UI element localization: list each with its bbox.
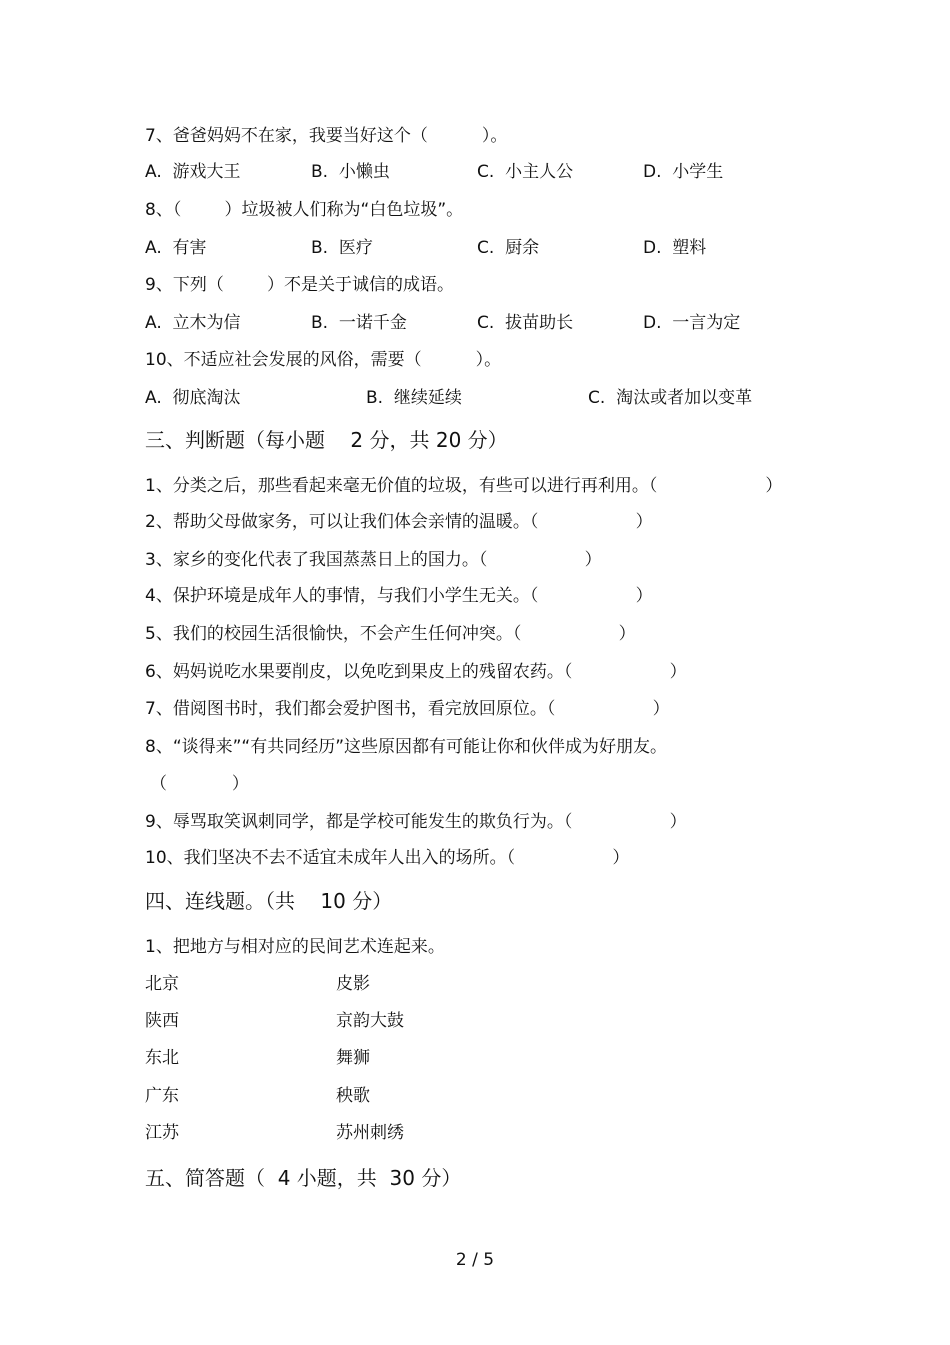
q7-option-c: C. 小主人公 [477, 162, 574, 182]
judge-item-7: 7、借阅图书时，我们都会爱护图书，看完放回原位。（ ） [145, 699, 670, 719]
question-10-stem: 10、不适应社会发展的风俗，需要（ ）。 [145, 350, 502, 370]
judge-item-10: 10、我们坚决不去不适宜未成年人出入的场所。（ ） [145, 848, 630, 868]
q9-option-d: D. 一言为定 [643, 313, 741, 333]
q10-option-b: B. 继续延续 [366, 388, 462, 408]
q8-option-d: D. 塑料 [643, 238, 707, 258]
judge-item-3: 3、家乡的变化代表了我国蒸蒸日上的国力。（ ） [145, 550, 602, 570]
judge-item-2: 2、帮助父母做家务，可以让我们体会亲情的温暖。（ ） [145, 512, 653, 532]
match-place-2: 陕西 [145, 1011, 179, 1031]
q7-option-d: D. 小学生 [643, 162, 724, 182]
match-art-4: 秧歌 [336, 1086, 370, 1106]
question-9-stem: 9、下列（ ）不是关于诚信的成语。 [145, 275, 455, 295]
question-8-stem: 8、（ ）垃圾被人们称为“白色垃圾”。 [145, 200, 464, 220]
q10-option-a: A. 彻底淘汰 [145, 388, 241, 408]
match-art-3: 舞狮 [336, 1048, 370, 1068]
match-place-3: 东北 [145, 1048, 179, 1068]
question-7-stem: 7、爸爸妈妈不在家，我要当好这个（ ）。 [145, 126, 508, 146]
judge-item-8-answer: （ ） [150, 774, 249, 794]
match-art-5: 苏州刺绣 [336, 1123, 404, 1143]
q9-option-b: B. 一诺千金 [311, 313, 407, 333]
short-answer-heading: 五、简答题（ 4 小题，共 30 分） [145, 1166, 462, 1190]
q9-option-c: C. 拔苗助长 [477, 313, 574, 333]
q10-option-c: C. 淘汰或者加以变革 [588, 388, 753, 408]
q8-option-c: C. 厨余 [477, 238, 540, 258]
match-art-2: 京韵大鼓 [336, 1011, 404, 1031]
match-instruction: 1、把地方与相对应的民间艺术连起来。 [145, 937, 445, 957]
match-place-5: 江苏 [145, 1123, 179, 1143]
q7-option-b: B. 小懒虫 [311, 162, 390, 182]
match-place-4: 广东 [145, 1086, 179, 1106]
q7-option-a: A. 游戏大王 [145, 162, 241, 182]
judge-section-heading: 三、判断题（每小题 2 分，共 20 分） [145, 428, 508, 452]
q8-option-b: B. 医疗 [311, 238, 373, 258]
q8-option-a: A. 有害 [145, 238, 207, 258]
q9-option-a: A. 立木为信 [145, 313, 241, 333]
judge-item-5: 5、我们的校园生活很愉快，不会产生任何冲突。（ ） [145, 624, 636, 644]
match-place-1: 北京 [145, 974, 179, 994]
match-section-heading: 四、连线题。（共 10 分） [145, 889, 393, 913]
judge-item-1: 1、分类之后，那些看起来毫无价值的垃圾，有些可以进行再利用。（ ） [145, 476, 783, 496]
judge-item-8: 8、“谈得来”“有共同经历”这些原因都有可能让你和伙伴成为好朋友。 [145, 737, 668, 757]
judge-item-9: 9、辱骂取笑讽刺同学，都是学校可能发生的欺负行为。（ ） [145, 812, 687, 832]
match-art-1: 皮影 [336, 974, 370, 994]
page-number: 2 / 5 [455, 1250, 495, 1270]
judge-item-6: 6、妈妈说吃水果要削皮，以免吃到果皮上的残留农药。（ ） [145, 662, 687, 682]
judge-item-4: 4、保护环境是成年人的事情，与我们小学生无关。（ ） [145, 586, 653, 606]
